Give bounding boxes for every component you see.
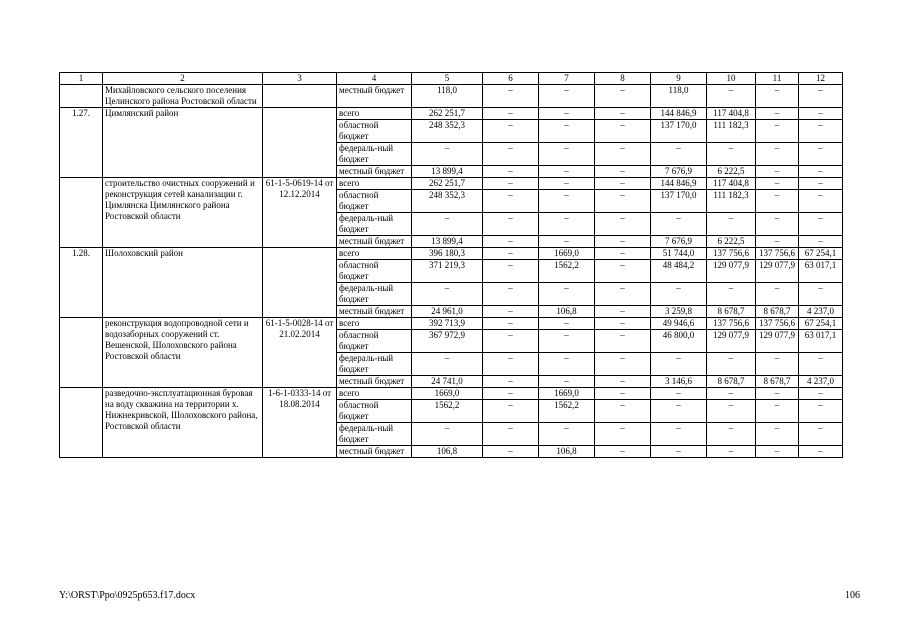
table-cell: – [707,353,756,376]
table-cell: – [651,283,707,306]
table-cell: федераль-ный бюджет [337,213,412,236]
table-cell: 1669,0 [412,388,483,400]
table-cell: 4 237,0 [799,306,843,318]
table-cell: – [799,120,843,143]
table-cell: 1.27. [60,108,103,178]
table-cell: 4 237,0 [799,376,843,388]
table-cell: областной бюджет [337,330,412,353]
table-cell: – [595,446,651,458]
table-cell: – [483,400,539,423]
table-cell: – [707,143,756,166]
table-cell: – [756,388,799,400]
table-cell: 137 170,0 [651,120,707,143]
table-cell: 8 678,7 [707,376,756,388]
table-cell: – [595,260,651,283]
table-cell: – [539,85,595,108]
table-cell: 1669,0 [539,388,595,400]
table-cell: – [483,446,539,458]
table-cell: – [412,283,483,306]
table-cell: федераль-ный бюджет [337,283,412,306]
table-cell: всего [337,248,412,260]
table-cell: 129 077,9 [756,330,799,353]
table-cell: всего [337,178,412,190]
table-cell: – [756,353,799,376]
table-cell: – [483,248,539,260]
table-row [60,388,843,400]
table-cell: областной бюджет [337,190,412,213]
table-cell: – [651,143,707,166]
table-cell: – [539,143,595,166]
table-header [60,73,843,85]
table-cell: местный бюджет [337,376,412,388]
table-cell: – [483,388,539,400]
table-cell: – [799,178,843,190]
table-cell: – [595,120,651,143]
table-cell: – [483,318,539,330]
table-cell: – [412,213,483,236]
table-cell [60,178,103,248]
table-cell: 111 182,3 [707,120,756,143]
table-cell: – [595,388,651,400]
table-cell: – [539,213,595,236]
table-cell: Михайловского сельского поселения Целинского района Ростовской области [103,85,263,108]
table-cell: 371 219,3 [412,260,483,283]
table-cell: Шолоховский район [103,248,263,318]
table-cell: 118,0 [651,85,707,108]
budget-table [59,72,843,458]
table-cell: 137 756,6 [756,318,799,330]
table-cell: – [483,190,539,213]
column-header: 11 [756,73,799,85]
table-cell: 24 741,0 [412,376,483,388]
table-cell: 8 678,7 [756,376,799,388]
table-cell: – [756,236,799,248]
table-cell: – [707,446,756,458]
table-cell: – [595,400,651,423]
table-cell: – [483,283,539,306]
table-cell: – [539,108,595,120]
table-cell: 46 800,0 [651,330,707,353]
table-cell: 117 404,8 [707,178,756,190]
table-cell: 67 254,1 [799,318,843,330]
table-cell: – [539,166,595,178]
table-cell: местный бюджет [337,236,412,248]
table-cell: – [595,376,651,388]
table-cell: – [595,423,651,446]
table-cell: – [707,400,756,423]
column-header: 6 [483,73,539,85]
table-cell: 118,0 [412,85,483,108]
table-cell: 106,8 [539,306,595,318]
table-cell: – [595,353,651,376]
table-cell: – [595,306,651,318]
table-cell: 106,8 [412,446,483,458]
column-header: 5 [412,73,483,85]
table-cell: – [412,353,483,376]
table-cell: – [756,283,799,306]
table-row [60,85,843,108]
table-cell: – [595,236,651,248]
column-header: 8 [595,73,651,85]
page-number: 106 [845,590,860,601]
table-cell: – [799,213,843,236]
table-cell: – [483,306,539,318]
table-cell: – [539,236,595,248]
table-cell: – [651,388,707,400]
table-row [60,178,843,190]
table-cell: – [799,388,843,400]
table-cell: – [483,236,539,248]
table-cell [263,248,337,318]
table-cell [60,388,103,458]
table-cell: 7 676,9 [651,166,707,178]
table-cell: 48 484,2 [651,260,707,283]
column-header: 7 [539,73,595,85]
table-cell: 248 352,3 [412,120,483,143]
table-cell: – [756,85,799,108]
table-cell: 49 946,6 [651,318,707,330]
table-cell: – [799,400,843,423]
table-cell [60,85,103,108]
table-cell: областной бюджет [337,120,412,143]
table-cell: 106,8 [539,446,595,458]
table-cell: местный бюджет [337,446,412,458]
table-cell: 7 676,9 [651,236,707,248]
table-cell: – [539,283,595,306]
table-cell: – [799,423,843,446]
table-cell: – [595,213,651,236]
table-cell: – [483,260,539,283]
column-header: 10 [707,73,756,85]
table-cell: федераль-ный бюджет [337,353,412,376]
table-cell: – [595,248,651,260]
table-cell: 367 972,9 [412,330,483,353]
column-header: 4 [337,73,412,85]
table-cell: 129 077,9 [707,330,756,353]
table-cell: – [756,423,799,446]
table-cell: – [651,353,707,376]
table-cell: реконструкция водопроводной сети и водозаборных сооружений ст. Вешенской, Шолоховского района Ростовской области [103,318,263,388]
table-cell: 111 182,3 [707,190,756,213]
file-path: Y:\ORST\Ppo\0925p653.f17.docx [59,590,196,601]
table-cell: – [539,423,595,446]
table-cell: 67 254,1 [799,248,843,260]
table-cell: – [595,143,651,166]
table-cell: – [756,178,799,190]
table-cell: 129 077,9 [756,260,799,283]
table-cell: 1562,2 [539,260,595,283]
table-cell: – [412,143,483,166]
table-cell: 262 251,7 [412,108,483,120]
table-cell: – [756,120,799,143]
table-cell: областной бюджет [337,260,412,283]
table-cell: 137 756,6 [707,248,756,260]
table-row [60,318,843,330]
table-cell: 6 222,5 [707,166,756,178]
table-cell: – [539,376,595,388]
table-cell: строительство очистных сооружений и реконструкция сетей канализации г. Цимлянска Цимлянского района Ростовской области [103,178,263,248]
table-cell [60,318,103,388]
table-cell: – [595,108,651,120]
column-header: 9 [651,73,707,85]
table-cell: – [539,120,595,143]
table-cell: 13 899,4 [412,166,483,178]
table-cell: 129 077,9 [707,260,756,283]
table-cell: – [799,236,843,248]
table-cell: – [756,166,799,178]
table-cell: – [799,283,843,306]
table-row [60,108,843,120]
table-cell: 3 146,6 [651,376,707,388]
table-cell: – [756,446,799,458]
table-cell: 396 180,3 [412,248,483,260]
table-cell: областной бюджет [337,400,412,423]
table-cell: – [595,330,651,353]
table-cell: – [799,446,843,458]
table-cell: – [539,178,595,190]
table-cell: 8 678,7 [756,306,799,318]
table-cell: – [595,166,651,178]
table-cell: – [707,388,756,400]
table-cell: местный бюджет [337,85,412,108]
table-cell: 61-1-5-0619-14 от 12.12.2014 [263,178,337,248]
table-cell: – [756,108,799,120]
table-cell: 144 846,9 [651,178,707,190]
table-cell: – [483,330,539,353]
table-cell: – [483,85,539,108]
table-cell: – [483,376,539,388]
table-cell: – [483,178,539,190]
table-cell: – [595,318,651,330]
table-cell: – [539,330,595,353]
table-cell: 6 222,5 [707,236,756,248]
column-header: 3 [263,73,337,85]
column-header: 1 [60,73,103,85]
table-cell: – [483,213,539,236]
table-cell: – [412,423,483,446]
table-cell: – [651,446,707,458]
table-cell: 61-1-5-0028-14 от 21.02.2014 [263,318,337,388]
table-cell: всего [337,388,412,400]
table-cell: – [483,143,539,166]
table-cell: 144 846,9 [651,108,707,120]
table-cell: местный бюджет [337,166,412,178]
table-cell: 137 170,0 [651,190,707,213]
table-cell [263,108,337,178]
table-cell: – [595,283,651,306]
table-cell: – [595,190,651,213]
table-cell: 392 713,9 [412,318,483,330]
table-cell: разведочно-эксплуатационная буровая на воду скважина на территории х. Нижнекривской, Шолоховского района, Ростовской области [103,388,263,458]
table-cell: – [539,318,595,330]
table-cell: – [539,190,595,213]
table-cell: – [707,423,756,446]
table-cell: всего [337,108,412,120]
column-header: 12 [799,73,843,85]
table-cell: 248 352,3 [412,190,483,213]
table-cell: – [595,85,651,108]
table-cell: – [799,85,843,108]
table-cell: – [595,178,651,190]
table-cell: – [483,423,539,446]
table-cell: Цимлянский район [103,108,263,178]
table-cell: – [707,283,756,306]
table-cell: – [483,120,539,143]
table-cell: – [483,108,539,120]
table-cell: 1.28. [60,248,103,318]
table-cell: – [799,353,843,376]
table-cell: – [799,108,843,120]
table-cell: 63 017,1 [799,330,843,353]
table-cell: – [756,143,799,166]
table-cell: – [707,85,756,108]
table-cell: – [651,400,707,423]
table-row [60,248,843,260]
table-cell: 51 744,0 [651,248,707,260]
table-cell: 63 017,1 [799,260,843,283]
table-cell: – [756,190,799,213]
table-cell: 3 259,8 [651,306,707,318]
table-cell: – [651,423,707,446]
table-cell [263,85,337,108]
table-cell: 1562,2 [412,400,483,423]
table-cell: 1562,2 [539,400,595,423]
table-cell: – [707,213,756,236]
table-cell: 1-6-1-0333-14 от 18.08.2014 [263,388,337,458]
table-cell: – [799,166,843,178]
table-cell: – [756,213,799,236]
table-cell: – [651,213,707,236]
table-cell: 24 961,0 [412,306,483,318]
table-cell: 137 756,6 [707,318,756,330]
table-cell: федераль-ный бюджет [337,423,412,446]
table-cell: местный бюджет [337,306,412,318]
column-header: 2 [103,73,263,85]
table-cell: 1669,0 [539,248,595,260]
table-cell: – [483,166,539,178]
table-cell: – [539,353,595,376]
table-cell: 8 678,7 [707,306,756,318]
table-cell: 262 251,7 [412,178,483,190]
table-cell: – [799,190,843,213]
table-cell: всего [337,318,412,330]
table-body [60,85,843,458]
table-cell: 137 756,6 [756,248,799,260]
table-cell: – [756,400,799,423]
table-cell: 117 404,8 [707,108,756,120]
table-cell: – [799,143,843,166]
table-cell: – [483,353,539,376]
table-cell: федераль-ный бюджет [337,143,412,166]
table-cell: 13 899,4 [412,236,483,248]
